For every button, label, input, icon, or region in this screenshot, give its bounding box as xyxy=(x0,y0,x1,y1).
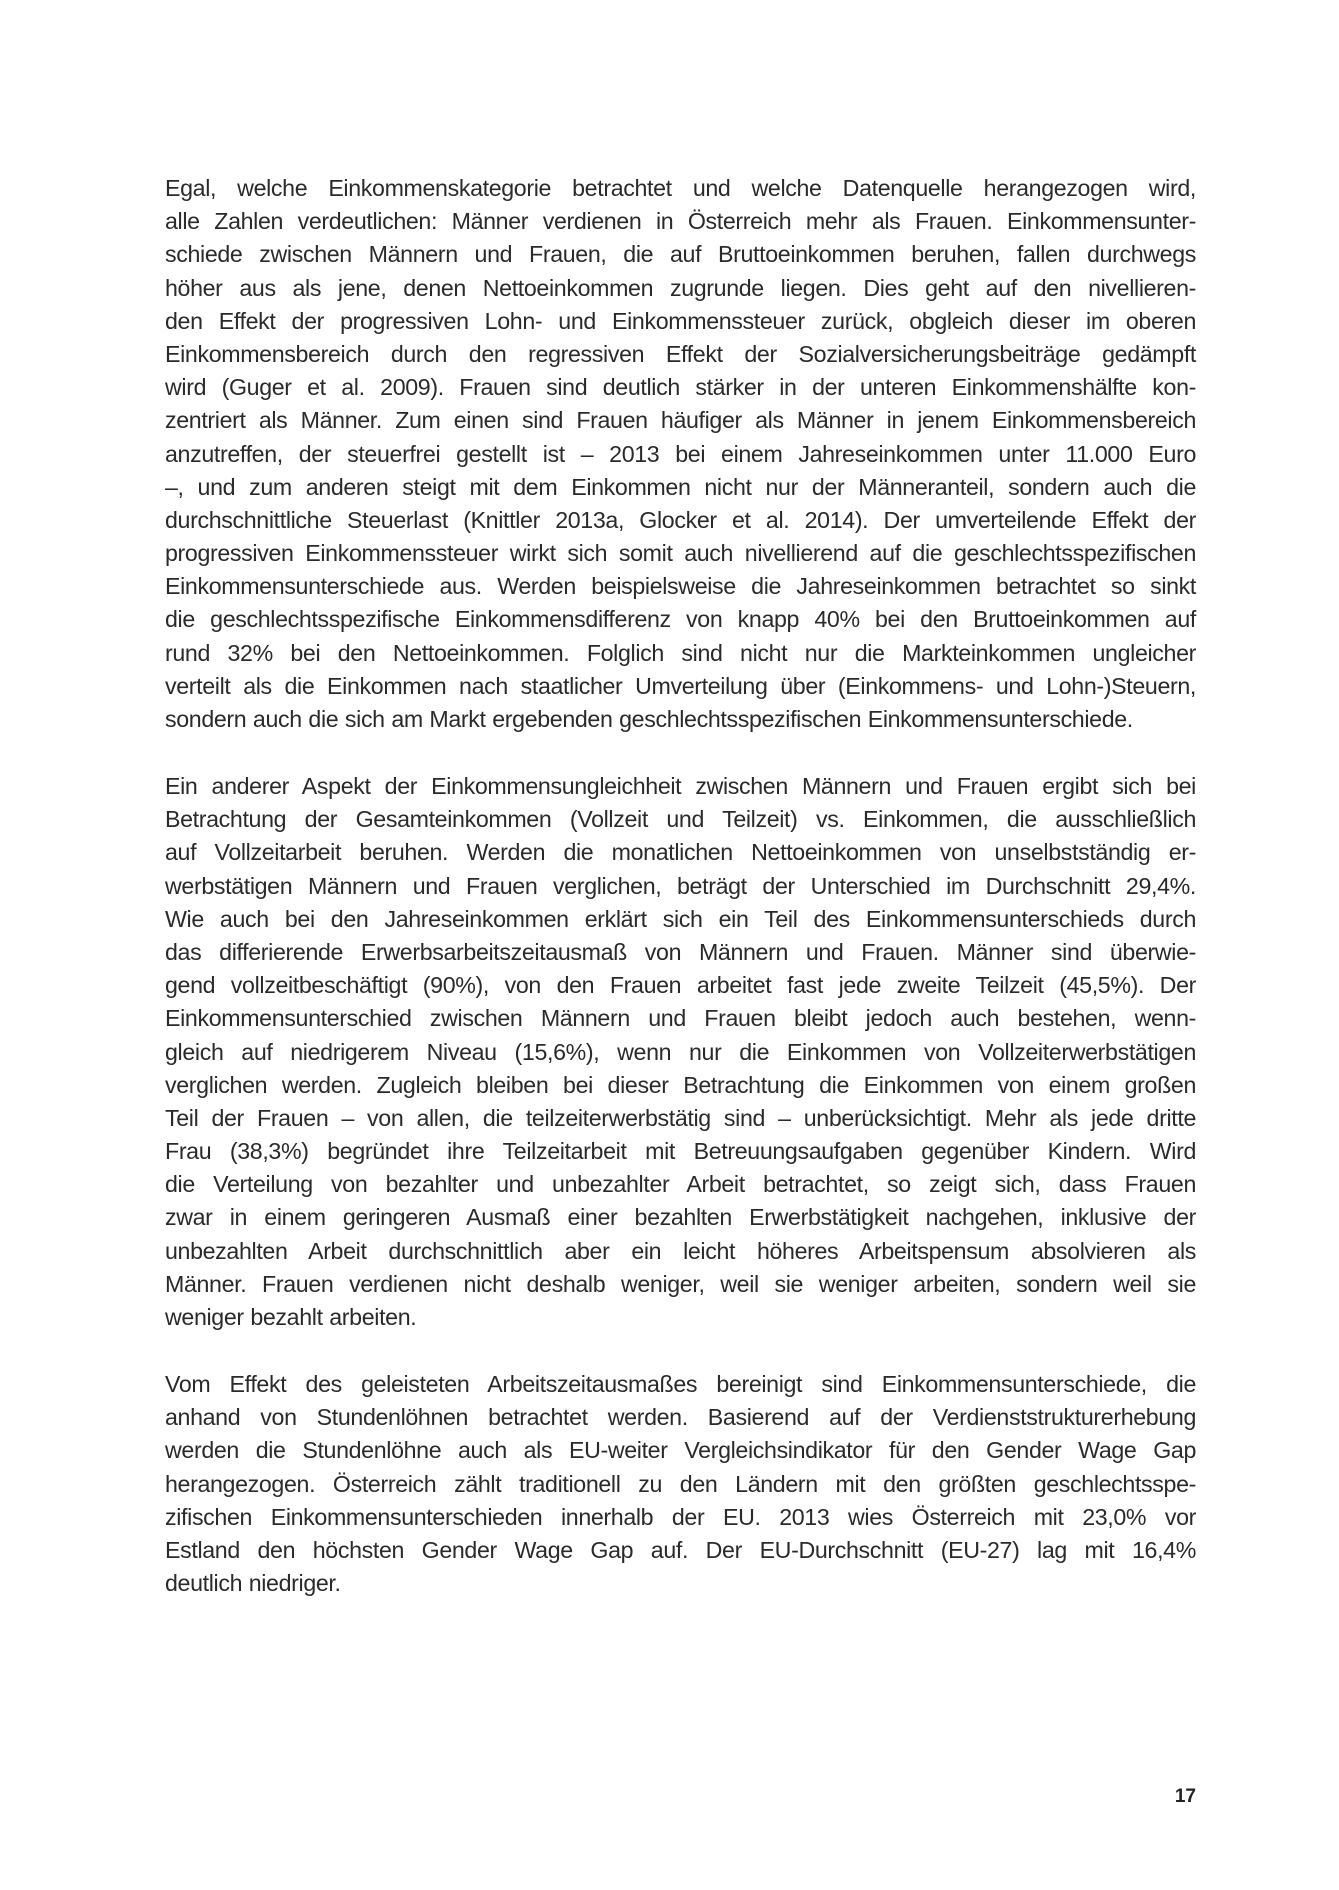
text-line: weniger bezahlt arbeiten. xyxy=(165,1304,417,1330)
text-line: zifischen Einkommensunterschieden innerhalb der EU. 2013 wies Österreich mit 23,0% vor xyxy=(165,1503,1196,1530)
text-line: –, und zum anderen steigt mit dem Einkommen nicht nur der Männeranteil, sondern auch die xyxy=(165,473,1196,500)
text-line: anhand von Stundenlöhnen betrachtet werden. Basierend auf der Verdienststrukturerhebung xyxy=(165,1404,1196,1431)
text-line: Frau (38,3%) begründet ihre Teilzeitarbeit mit Betreuungsaufgaben gegenüber Kindern. Wird xyxy=(165,1138,1196,1165)
paragraph-income-categories xyxy=(165,172,1196,736)
text-line: zentriert als Männer. Zum einen sind Frauen häufiger als Männer in jenem Einkommensbereich xyxy=(165,407,1196,434)
text-line: schiede zwischen Männern und Frauen, die auf Bruttoeinkommen beruhen, fallen durchwegs xyxy=(165,241,1196,268)
text-line: unbezahlten Arbeit durchschnittlich aber ein leicht höheres Arbeitspensum absolvieren als xyxy=(165,1237,1196,1264)
paragraph-fulltime-parttime xyxy=(165,770,1196,1334)
page-number: 17 xyxy=(1174,1786,1196,1807)
text-line: wird (Guger et al. 2009). Frauen sind deutlich stärker in der unteren Einkommenshälfte kon- xyxy=(165,374,1196,401)
text-line: Einkommensbereich durch den regressiven Effekt der Sozialversicherungsbeiträge gedämpft xyxy=(165,340,1196,367)
text-line: rund 32% bei den Nettoeinkommen. Folglich sind nicht nur die Markteinkommen ungleicher xyxy=(165,639,1196,666)
text-line: Ein anderer Aspekt der Einkommensungleichheit zwischen Männern und Frauen ergibt sich bei xyxy=(165,773,1196,799)
text-line: auf Vollzeitarbeit beruhen. Werden die monatlichen Nettoeinkommen von unselbstständig er- xyxy=(165,839,1196,866)
text-line: das differierende Erwerbsarbeitszeitausmaß von Männern und Frauen. Männer sind überwie- xyxy=(165,938,1196,965)
text-line: alle Zahlen verdeutlichen: Männer verdienen in Österreich mehr als Frauen. Einkommensunter- xyxy=(165,208,1196,235)
text-line: durchschnittliche Steuerlast (Knittler 2013a, Glocker et al. 2014). Der umverteilende Effekt der xyxy=(165,506,1196,533)
paragraph-gender-wage-gap xyxy=(165,1368,1196,1600)
text-line: Einkommensunterschiede aus. Werden beispielsweise die Jahreseinkommen betrachtet so sinkt xyxy=(165,573,1196,600)
text-line: Vom Effekt des geleisteten Arbeitszeitausmaßes bereinigt sind Einkommensunterschiede, die xyxy=(165,1371,1196,1397)
text-line: höher aus als jene, denen Nettoeinkommen zugrunde liegen. Dies geht auf den nivellieren- xyxy=(165,274,1196,301)
text-line: verglichen werden. Zugleich bleiben bei dieser Betrachtung die Einkommen von einem großen xyxy=(165,1071,1196,1098)
text-line: Egal, welche Einkommenskategorie betrachtet und welche Datenquelle herangezogen wird, xyxy=(165,175,1196,201)
text-line: gleich auf niedrigerem Niveau (15,6%), wenn nur die Einkommen von Vollzeiterwerbstätigen xyxy=(165,1038,1196,1065)
text-line: die geschlechtsspezifische Einkommensdifferenz von knapp 40% bei den Bruttoeinkommen auf xyxy=(165,606,1196,633)
text-line: Estland den höchsten Gender Wage Gap auf. Der EU-Durchschnitt (EU-27) lag mit 16,4% xyxy=(165,1536,1196,1563)
text-line: Betrachtung der Gesamteinkommen (Vollzeit und Teilzeit) vs. Einkommen, die ausschließlich xyxy=(165,806,1196,833)
text-line: progressiven Einkommenssteuer wirkt sich somit auch nivellierend auf die geschlechtsspezifischen xyxy=(165,540,1196,567)
text-line: Einkommensunterschied zwischen Männern und Frauen bleibt jedoch auch bestehen, wenn- xyxy=(165,1005,1196,1032)
text-line: Männer. Frauen verdienen nicht deshalb weniger, weil sie weniger arbeiten, sondern weil sie xyxy=(165,1270,1196,1297)
text-line: anzutreffen, der steuerfrei gestellt ist – 2013 bei einem Jahreseinkommen unter 11.000 Euro xyxy=(165,440,1196,467)
text-line: Teil der Frauen – von allen, die teilzeiterwerbstätig sind – unberücksichtigt. Mehr als jede dritte xyxy=(165,1104,1196,1131)
text-line: verteilt als die Einkommen nach staatlicher Umverteilung über (Einkommens- und Lohn-)Steuern, xyxy=(165,672,1196,699)
text-line: gend vollzeitbeschäftigt (90%), von den Frauen arbeitet fast jede zweite Teilzeit (45,5%). Der xyxy=(165,972,1196,999)
text-line: die Verteilung von bezahlter und unbezahlter Arbeit betrachtet, so zeigt sich, dass Frauen xyxy=(165,1171,1196,1198)
text-line: zwar in einem geringeren Ausmaß einer bezahlten Erwerbstätigkeit nachgehen, inklusive der xyxy=(165,1204,1196,1231)
text-line: deutlich niedriger. xyxy=(165,1570,341,1597)
text-line: werbstätigen Männern und Frauen verglichen, beträgt der Unterschied im Durchschnitt 29,4%. xyxy=(165,872,1196,899)
text-line: werden die Stundenlöhne auch als EU-weiter Vergleichsindikator für den Gender Wage Gap xyxy=(165,1437,1196,1464)
text-line: herangezogen. Österreich zählt traditionell zu den Ländern mit den größten geschlechtsspe- xyxy=(165,1470,1196,1497)
text-line: Wie auch bei den Jahreseinkommen erklärt sich ein Teil des Einkommensunterschieds durch xyxy=(165,905,1196,932)
text-line: den Effekt der progressiven Lohn- und Einkommenssteuer zurück, obgleich dieser im oberen xyxy=(165,307,1196,334)
text-line: sondern auch die sich am Markt ergebenden geschlechtsspezifischen Einkommensunterschiede. xyxy=(165,706,1133,732)
